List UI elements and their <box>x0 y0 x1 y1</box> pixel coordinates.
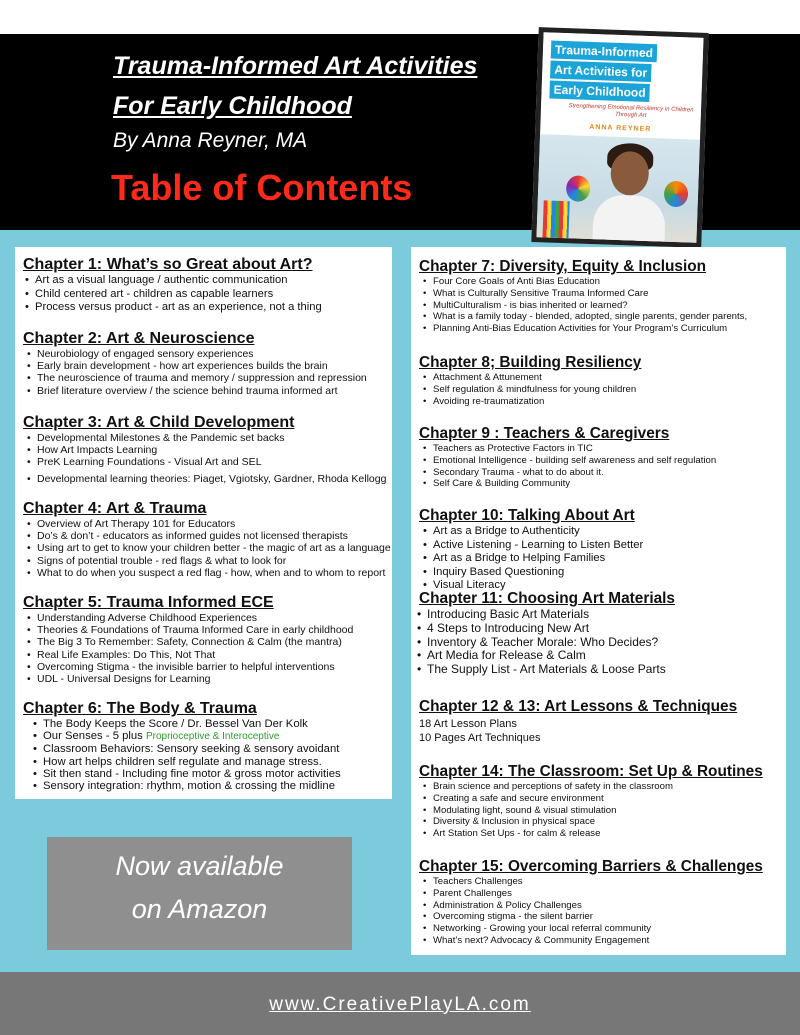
list-item: • Classroom Behaviors: Sensory seeking & sensory avoidant <box>43 743 341 755</box>
list-item: • Art as a visual language / authentic communication <box>35 274 322 288</box>
list-item: • Developmental Milestones & the Pandemic set backs <box>37 432 386 444</box>
chapter-4 <box>23 499 391 579</box>
chapter-6 <box>23 699 341 792</box>
painted-hand-right <box>664 181 689 208</box>
list-item: • Real Life Examples: Do This, Not That <box>37 649 353 661</box>
list-item: • Planning Anti-Bias Education Activities for Your Program’s Curriculum <box>433 323 747 335</box>
author: By Anna Reyner, MA <box>113 129 308 152</box>
footer-bar <box>0 972 800 1035</box>
book-cover-image <box>531 27 708 248</box>
list-item-text: Our Senses - 5 plus <box>43 730 146 743</box>
list-item: • Diversity & Inclusion in physical space <box>433 816 763 828</box>
list-item: • Early brain development - how art experiences builds the brain <box>37 360 367 372</box>
chapter-items <box>23 348 367 397</box>
list-item: • Sensory integration: rhythm, motion & crossing the midline <box>43 780 341 792</box>
list-item: • Sit then stand - Including fine motor & gross motor activities <box>43 768 341 780</box>
chapter-items <box>419 781 763 840</box>
chapter-title: Chapter 15: Overcoming Barriers & Challenges <box>419 858 763 875</box>
chapter-2 <box>23 329 367 397</box>
list-item: • Avoiding re-traumatization <box>433 396 641 408</box>
book-title-line-2: Art Activities for <box>550 61 651 83</box>
list-item: • Process versus product - art as an experience, not a thing <box>35 301 322 315</box>
text-line: 10 Pages Art Techniques <box>419 732 541 744</box>
chapter-title: Chapter 14: The Classroom: Set Up & Routines <box>419 763 763 780</box>
chapter-9 <box>419 424 716 490</box>
chapter-11 <box>419 589 675 677</box>
chapter-title: Chapter 8; Building Resiliency <box>419 354 642 371</box>
list-item: • Creating a safe and secure environment <box>433 793 763 805</box>
chapter-items <box>23 432 386 485</box>
chapter-items <box>419 525 643 593</box>
list-item: • Self Care & Building Community <box>433 478 716 490</box>
book-author: ANNA REYNER <box>589 123 652 134</box>
chapter-3 <box>23 413 386 485</box>
chapter-10 <box>419 506 643 593</box>
chapter-title: Chapter 7: Diversity, Equity & Inclusion <box>419 258 707 275</box>
list-item: • What is Culturally Sensitive Trauma Informed Care <box>433 288 747 300</box>
list-item: • Theories & Foundations of Trauma Informed Care in early childhood <box>37 624 353 636</box>
website-link[interactable]: www.CreativePlayLA.com <box>269 994 531 1015</box>
chapter-1 <box>23 255 322 315</box>
table-of-contents-heading: Table of Contents <box>111 167 413 208</box>
list-item <box>43 730 341 743</box>
list-item: • The neuroscience of trauma and memory / suppression and repression <box>37 372 367 384</box>
list-item: • Visual Literacy <box>433 579 643 593</box>
left-contents-panel <box>15 247 392 799</box>
list-item: • Attachment & Attunement <box>433 372 641 384</box>
chapter-title: Chapter 4: Art & Trauma <box>23 500 207 517</box>
list-item: • Art as a Bridge to Authenticity <box>433 525 643 539</box>
list-item: • How art helps children self regulate and manage stress. <box>43 756 341 768</box>
list-item: • The Big 3 To Remember: Safety, Connection & Calm (the mantra) <box>37 636 353 648</box>
list-item: • Emotional Intelligence - building self awareness and self regulation <box>433 455 716 467</box>
chapter-14 <box>419 762 763 840</box>
title-line-2: For Early Childhood <box>113 92 352 120</box>
chapter-title: Chapter 9 : Teachers & Caregivers <box>419 425 670 442</box>
amazon-availability-box <box>47 837 352 950</box>
list-item: • Art Media for Release & Calm <box>427 649 675 663</box>
book-title-line-3: Early Childhood <box>549 81 650 102</box>
child-face <box>610 151 650 196</box>
chapter-items <box>419 372 641 407</box>
book-subtitle: Strengthening Emotional Resiliency in Children Through Art <box>568 103 694 119</box>
chapter-items <box>419 276 747 335</box>
list-item: • The Supply List - Art Materials & Loose Parts <box>427 663 675 677</box>
chapter-items <box>23 612 353 685</box>
list-item: • Modulating light, sound & visual stimulation <box>433 805 763 817</box>
chapter-title: Chapter 11: Choosing Art Materials <box>419 590 675 607</box>
chapter-items <box>419 876 763 947</box>
list-item: • PreK Learning Foundations - Visual Art and SEL <box>37 456 386 468</box>
list-item: • Overview of Art Therapy 101 for Educators <box>37 518 391 530</box>
chapter-title: Chapter 12 & 13: Art Lessons & Techniques <box>419 698 738 715</box>
chapter-15 <box>419 857 763 947</box>
list-item: • Developmental learning theories: Piaget, Vgiotsky, Gardner, Rhoda Kellogg <box>37 473 386 485</box>
chapter-5 <box>23 593 353 685</box>
list-item: • Using art to get to know your children better - the magic of art as a language <box>37 542 391 554</box>
senses-highlight: Proprioceptive & Interoceptive <box>145 731 280 743</box>
list-item: • What is a family today - blended, adopted, single parents, gender parents, <box>433 311 747 323</box>
list-item: • Neurobiology of engaged sensory experiences <box>37 348 367 360</box>
list-item: • Signs of potential trouble - red flags & what to look for <box>37 555 391 567</box>
list-item: • Art Station Set Ups - for calm & release <box>433 828 763 840</box>
list-item: • What’s next? Advocacy & Community Engagement <box>433 935 763 947</box>
list-item: • 4 Steps to Introducing New Art <box>427 622 675 636</box>
chapter-title: Chapter 1: What’s so Great about Art? <box>23 256 313 273</box>
list-item: • The Body Keeps the Score / Dr. Bessel Van Der Kolk <box>43 718 341 730</box>
right-contents-panel <box>411 247 786 955</box>
list-item: • Active Listening - Learning to Listen Better <box>433 539 643 553</box>
list-item: • Secondary Trauma - what to do about it. <box>433 467 716 479</box>
list-item: • Child centered art - children as capable learners <box>35 288 322 302</box>
child-photo <box>536 134 700 248</box>
list-item: • Administration & Policy Challenges <box>433 900 763 912</box>
list-item: • Overcoming stigma - the silent barrier <box>433 911 763 923</box>
list-item: • What to do when you suspect a red flag - how, when and to whom to report <box>37 567 391 579</box>
text-line: 18 Art Lesson Plans <box>419 718 517 730</box>
crayons <box>542 200 569 241</box>
chapter-title: Chapter 5: Trauma Informed ECE <box>23 594 274 611</box>
chapter-8 <box>419 353 641 407</box>
chapter-items <box>419 608 675 677</box>
painted-hand-left <box>566 175 591 202</box>
list-item: • UDL - Universal Designs for Learning <box>37 673 353 685</box>
list-item: • Inventory & Teacher Morale: Who Decides? <box>427 636 675 650</box>
chapter-12-13 <box>419 697 737 745</box>
list-item: • Introducing Basic Art Materials <box>427 608 675 622</box>
chapter-items <box>419 443 716 490</box>
list-item: • Do’s & don’t - educators as informed guides not licensed therapists <box>37 530 391 542</box>
chapter-items <box>23 718 341 792</box>
list-item: • Four Core Goals of Anti Bias Education <box>433 276 747 288</box>
amazon-line-1: Now available <box>115 851 284 881</box>
chapter-items <box>23 518 391 579</box>
list-item: • Teachers Challenges <box>433 876 763 888</box>
list-item: • Overcoming Stigma - the invisible barrier to helpful interventions <box>37 661 353 673</box>
chapter-items <box>23 274 322 315</box>
title-line-1: Trauma-Informed Art Activities <box>113 52 478 80</box>
list-item: • Brain science and perceptions of safety in the classroom <box>433 781 763 793</box>
amazon-line-2: on Amazon <box>131 894 268 924</box>
list-item: • Art as a Bridge to Helping Families <box>433 552 643 566</box>
list-item: • Networking - Growing your local referral community <box>433 923 763 935</box>
chapter-title: Chapter 10: Talking About Art <box>419 507 635 524</box>
chapter-title: Chapter 6: The Body & Trauma <box>23 700 257 717</box>
list-item: • Brief literature overview / the science behind trauma informed art <box>37 385 367 397</box>
list-item: • Self regulation & mindfulness for young children <box>433 384 641 396</box>
list-item: • How Art Impacts Learning <box>37 444 386 456</box>
top-margin <box>0 0 800 34</box>
list-item: • Understanding Adverse Childhood Experiences <box>37 612 353 624</box>
list-item: • Teachers as Protective Factors in TIC <box>433 443 716 455</box>
list-item: • Parent Challenges <box>433 888 763 900</box>
list-item: • Inquiry Based Questioning <box>433 566 643 580</box>
book-title-line-1: Trauma-Informed <box>551 41 658 63</box>
child-shirt <box>592 194 666 248</box>
chapter-title: Chapter 2: Art & Neuroscience <box>23 330 255 347</box>
chapter-7 <box>419 257 747 335</box>
chapter-title: Chapter 3: Art & Child Development <box>23 414 295 431</box>
list-item: • MultiCulturalism - is bias inherited or learned? <box>433 300 747 312</box>
